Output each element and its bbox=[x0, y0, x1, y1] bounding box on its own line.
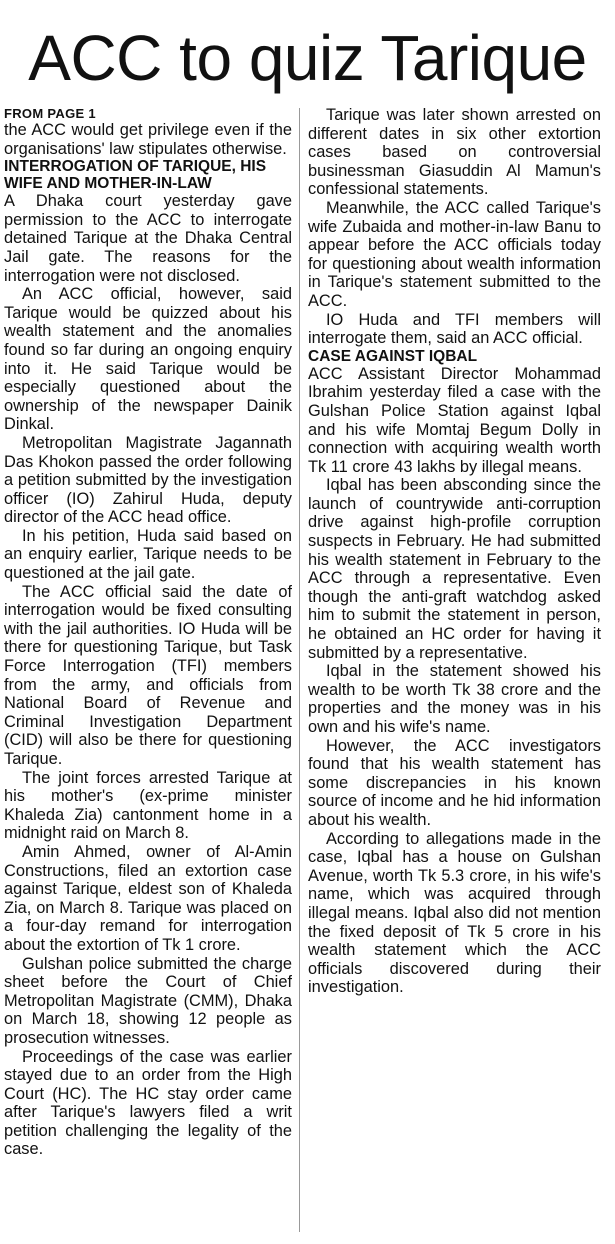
headline: ACC to quiz Tarique bbox=[28, 22, 587, 94]
article-paragraph: However, the ACC investigators found that his wealth statement has some discrepancies in his known source of income and he hid information about his wealth. bbox=[308, 736, 601, 829]
section-subhead: INTERROGATION OF TARIQUE, HIS WIFE AND MOTHER-IN-LAW bbox=[4, 158, 267, 193]
article-paragraph: Metropolitan Magistrate Jagannath Das Khokon passed the order following a petition submitted by the investigation officer (IO) Zahirul Huda, deputy director of the ACC head office. bbox=[4, 433, 292, 527]
article-paragraph: In his petition, Huda said based on an enquiry earlier, Tarique needs to be questioned at the jail gate. bbox=[4, 526, 292, 583]
left-column-body bbox=[4, 121, 292, 1159]
article-paragraph: the ACC would get privilege even if the organisations' law stipulates otherwise. bbox=[4, 121, 292, 158]
article-paragraph: Iqbal has been absconding since the launch of countrywide anti-corruption drive against high-profile corruption suspects in February. He had submitted his wealth statement in February to the ACC through a representative. Even though the anti-graft watchdog asked him to submit the statement in person, he obtained an HC order for having it submitted by a representative. bbox=[308, 476, 601, 662]
article-paragraph: Amin Ahmed, owner of Al-Amin Constructions, filed an extortion case against Tarique, eldest son of Khaleda Zia, on March 8. Tarique was placed on a four-day remand for interrogation about the extortion of Tk 1 crore. bbox=[4, 842, 292, 954]
article-paragraph: Iqbal in the statement showed his wealth to be worth Tk 38 crore and the properties and the money was in his own and his wife's name. bbox=[308, 662, 601, 736]
article-paragraph: According to allegations made in the case, Iqbal has a house on Gulshan Avenue, worth Tk 5.3 crore, in his wife's name, which was acquired through illegal means. Iqbal also did not mention the fixed deposit of Tk 5 crore in his wealth statement which the ACC officials discovered during their investigation. bbox=[308, 829, 601, 997]
article-paragraph: Tarique was later shown arrested on different dates in six other extortion cases based on controversial businessman Giasuddin Al Mamun's confessional statements. bbox=[308, 106, 601, 199]
article-paragraph: Meanwhile, the ACC called Tarique's wife Zubaida and mother-in-law Banu to appear before the ACC officials today for questioning about wealth information in Tarique's statement submitted to the ACC. bbox=[308, 198, 601, 310]
left-column bbox=[4, 106, 292, 1234]
article-paragraph: Proceedings of the case was earlier stayed due to an order from the High Court (HC). The HC stay order came after Tarique's lawyers filed a writ petition challenging the legality of the case. bbox=[4, 1047, 292, 1159]
article-paragraph: Gulshan police submitted the charge sheet before the Court of Chief Metropolitan Magistrate (CMM), Dhaka on March 18, showing 12 people as prosecution witnesses. bbox=[4, 954, 292, 1047]
column-divider bbox=[299, 108, 300, 1232]
article-paragraph: The ACC official said the date of interrogation would be fixed consulting with the jail authorities. IO Huda will be there for questioning Tarique, but Task Force Interrogation (TFI) members from the army, and officials from National Board of Revenue and Criminal Investigation Department (CID) will also be there for questioning Tarique. bbox=[4, 582, 292, 768]
article-paragraph: ACC Assistant Director Mohammad Ibrahim yesterday filed a case with the Gulshan Police Station against Iqbal and his wife Momtaj Begum Dolly in connection with acquiring wealth worth Tk 11 crore 43 lakhs by illegal means. bbox=[308, 364, 601, 476]
right-column bbox=[308, 106, 601, 1234]
section-subhead: CASE AGAINST IQBAL bbox=[308, 347, 478, 365]
article-paragraph: A Dhaka court yesterday gave permission to the ACC to interrogate detained Tarique at the Dhaka Central Jail gate. The reasons for the interrogation were not disclosed. bbox=[4, 192, 292, 285]
article-paragraph: An ACC official, however, said Tarique would be quizzed about his wealth statement and the anomalies found so far during an ongoing enquiry into it. He said Tarique would be especially questioned about the ownership of the newspaper Dainik Dinkal. bbox=[4, 285, 292, 434]
article-paragraph: IO Huda and TFI members will interrogate them, said an ACC official. bbox=[308, 310, 601, 348]
right-column-body bbox=[308, 106, 601, 997]
kicker: FROM PAGE 1 bbox=[4, 106, 96, 121]
article-paragraph: The joint forces arrested Tarique at his mother's (ex-prime minister Khaleda Zia) cantonment home in a midnight raid on March 8. bbox=[4, 768, 292, 843]
